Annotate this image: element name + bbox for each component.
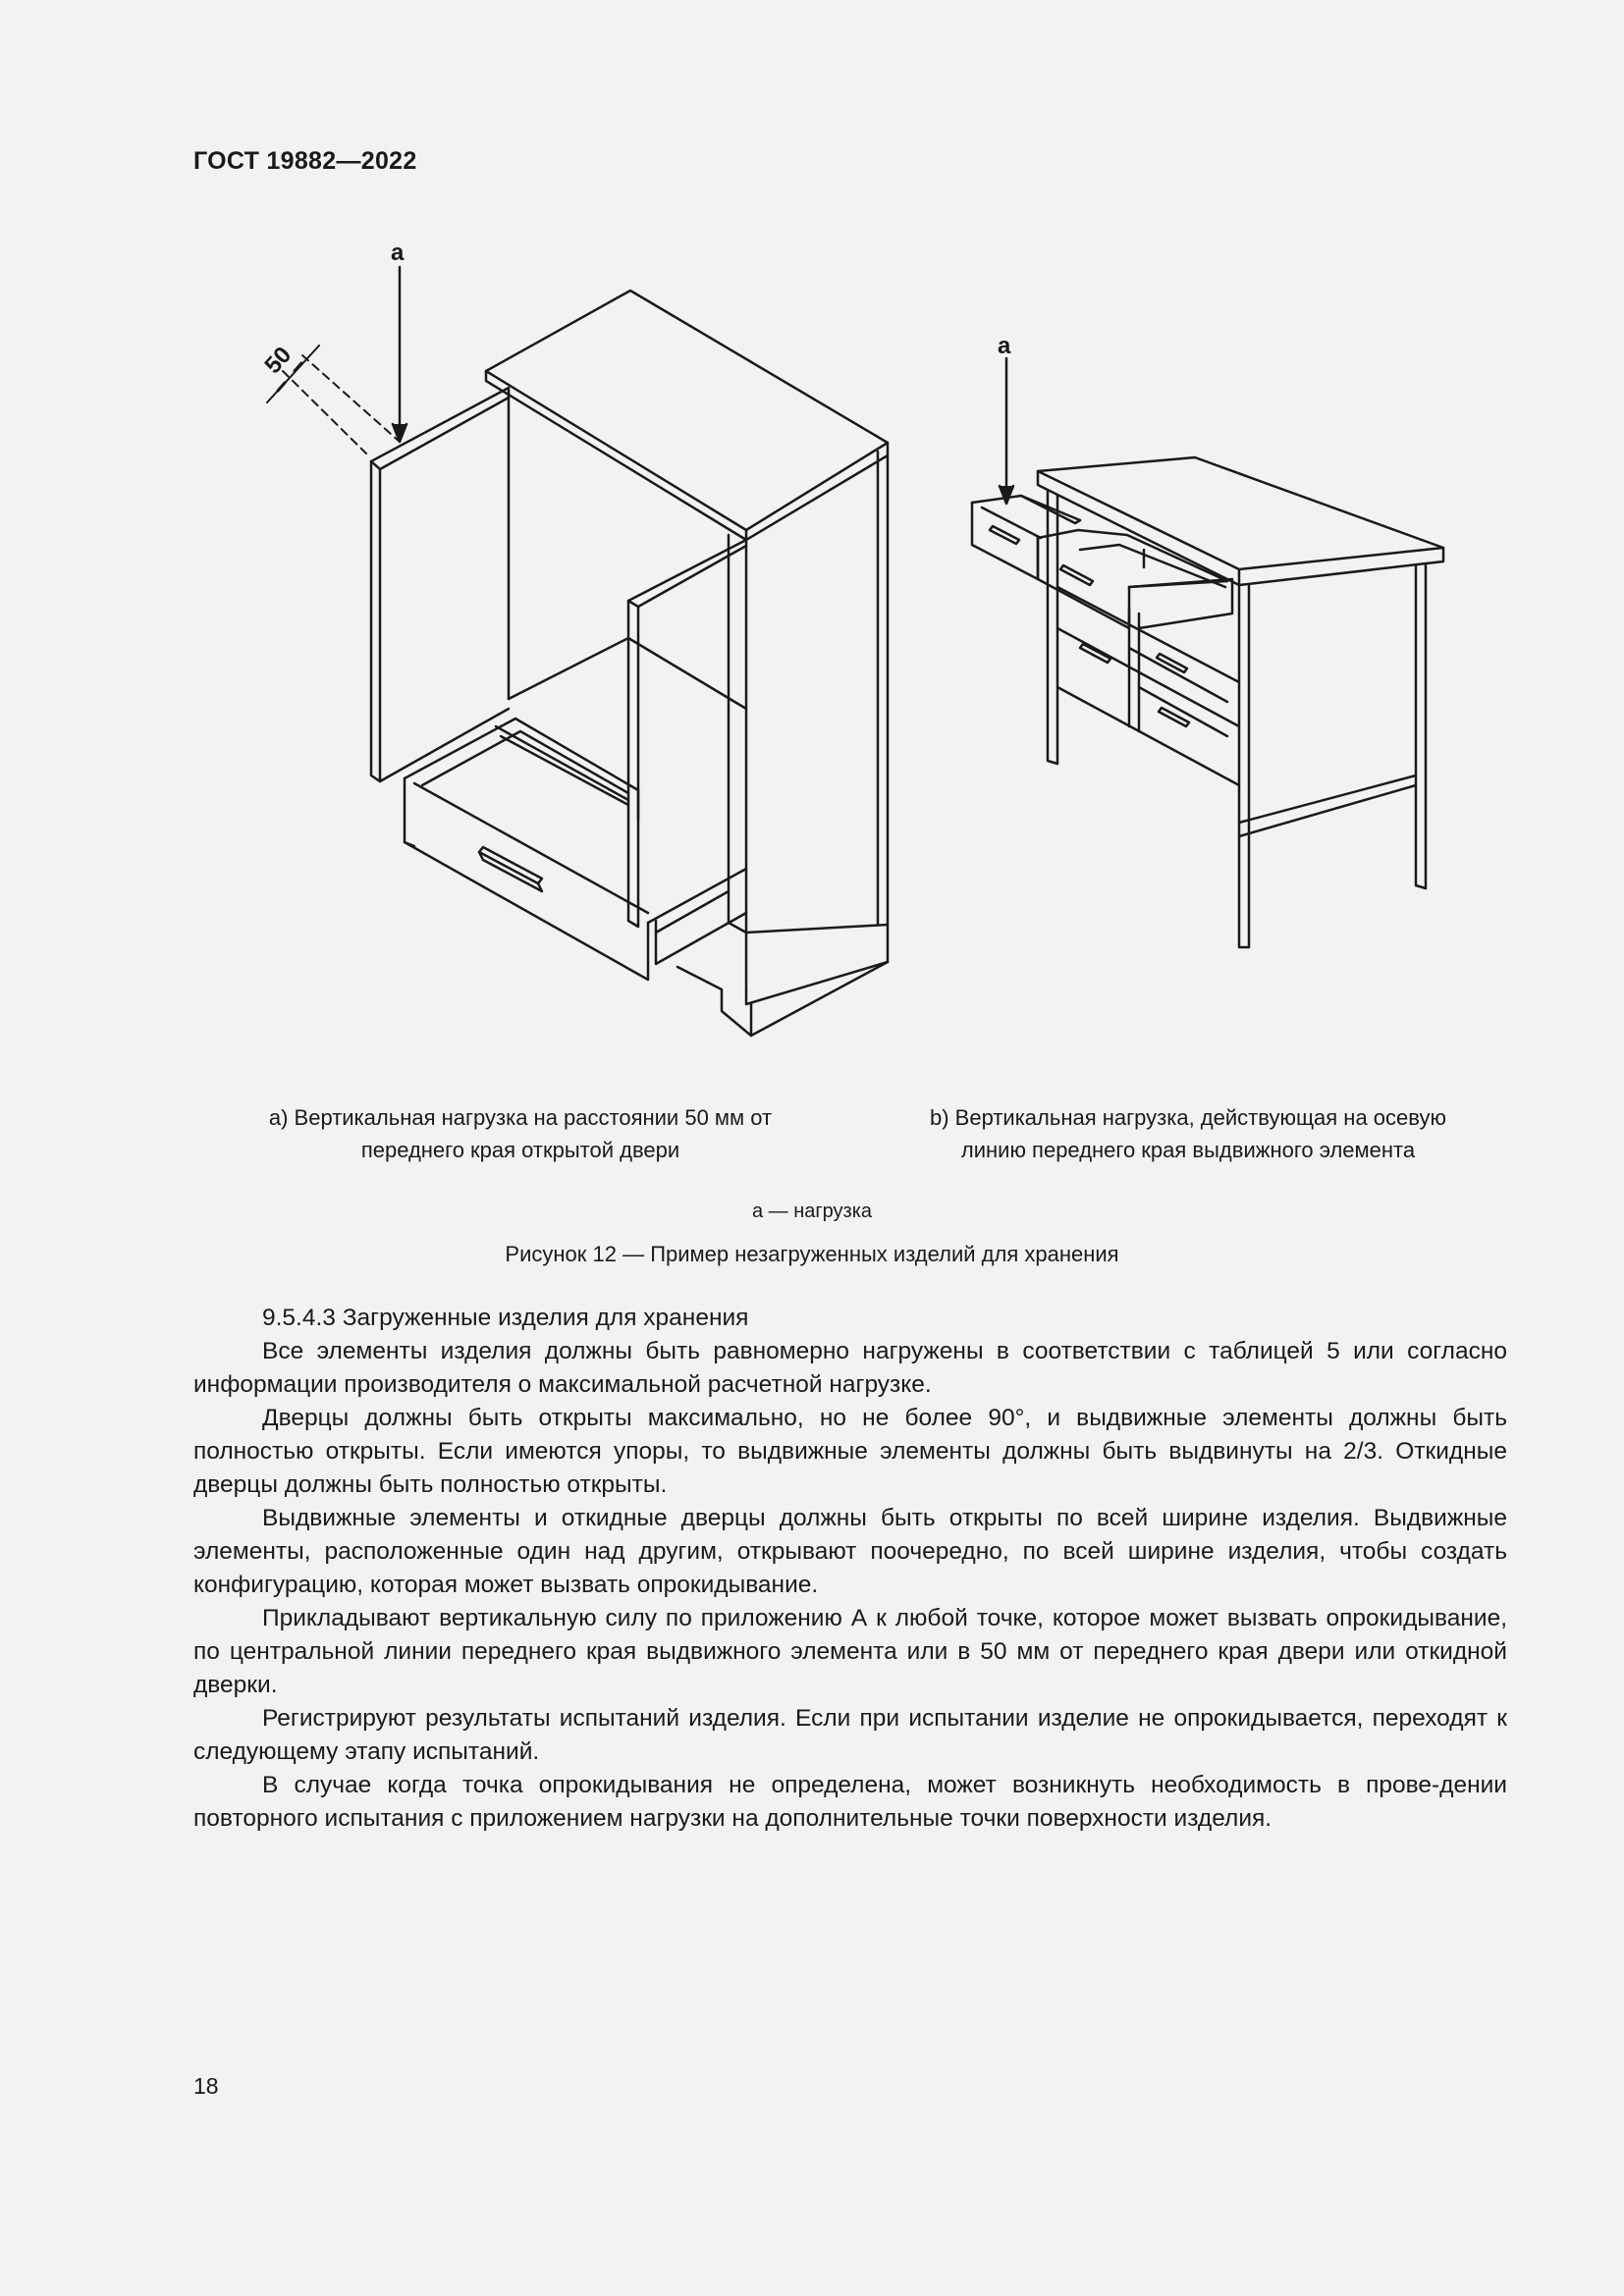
caption-a-line1: a) Вертикальная нагрузка на расстоянии 50 мм от [268,1105,773,1130]
subfigure-caption-a [206,1101,835,1166]
paragraph: Прикладывают вертикальную силу по приложению А к любой точке, которое может вызвать опрокидывание, по центральной линии переднего края выдвижного элемента или в 50 мм от переднего края двери или откидной дверки. [193,1605,1507,1698]
load-label-left: a [391,240,405,266]
caption-b-line1: b) Вертикальная нагрузка, действующая на осевую [930,1105,1446,1130]
paragraph: Все элементы изделия должны быть равномерно нагружены в соответствии с таблицей 5 или согласно информации производителя о максимальной расчетной нагрузке. [193,1338,1507,1398]
paragraph: Регистрируют результаты испытаний изделия. Если при испытании изделие не опрокидывается, переходят к следующему этапу испытаний. [193,1705,1507,1765]
page-number: 18 [193,2073,219,2099]
figure-drawing [0,0,1624,1099]
caption-b-line2: линию переднего края выдвижного элемента [960,1138,1416,1162]
load-label-right: a [998,333,1011,359]
document-code: ГОСТ 19882—2022 [193,147,417,175]
subfigure-caption-b [864,1101,1512,1166]
paragraph: В случае когда точка опрокидывания не определена, может возникнуть необходимость в прове-дении повторного испытания с приложением нагрузки на дополнительные точки поверхности изделия. [193,1772,1507,1832]
cabinet-drawing [267,267,888,1036]
section-heading: 9.5.4.3 Загруженные изделия для хранения [262,1305,749,1331]
body-text [193,1302,1507,1836]
caption-a-line2: переднего края открытой двери [360,1138,680,1162]
paragraph: Дверцы должны быть открыты максимально, но не более 90°, и выдвижные элементы должны быть полностью открыты. Если имеются упоры, то выдвижные элементы должны быть выдвинуты на 2/3. Откидные дверцы должны быть полностью открыты. [193,1405,1507,1498]
figure-title: Рисунок 12 — Пример незагруженных изделий для хранения [505,1242,1119,1266]
desk-drawing [972,358,1443,947]
figure-legend: a — нагрузка [751,1201,873,1222]
paragraph: Выдвижные элементы и откидные дверцы должны быть открыты по всей ширине изделия. Выдвижные элементы, расположенные один над другим, открывают поочередно, по всей ширине изделия, чтобы создать конфигурацию, которая может вызвать опрокидывание. [193,1505,1507,1598]
dimension-label: 50 [259,342,298,380]
